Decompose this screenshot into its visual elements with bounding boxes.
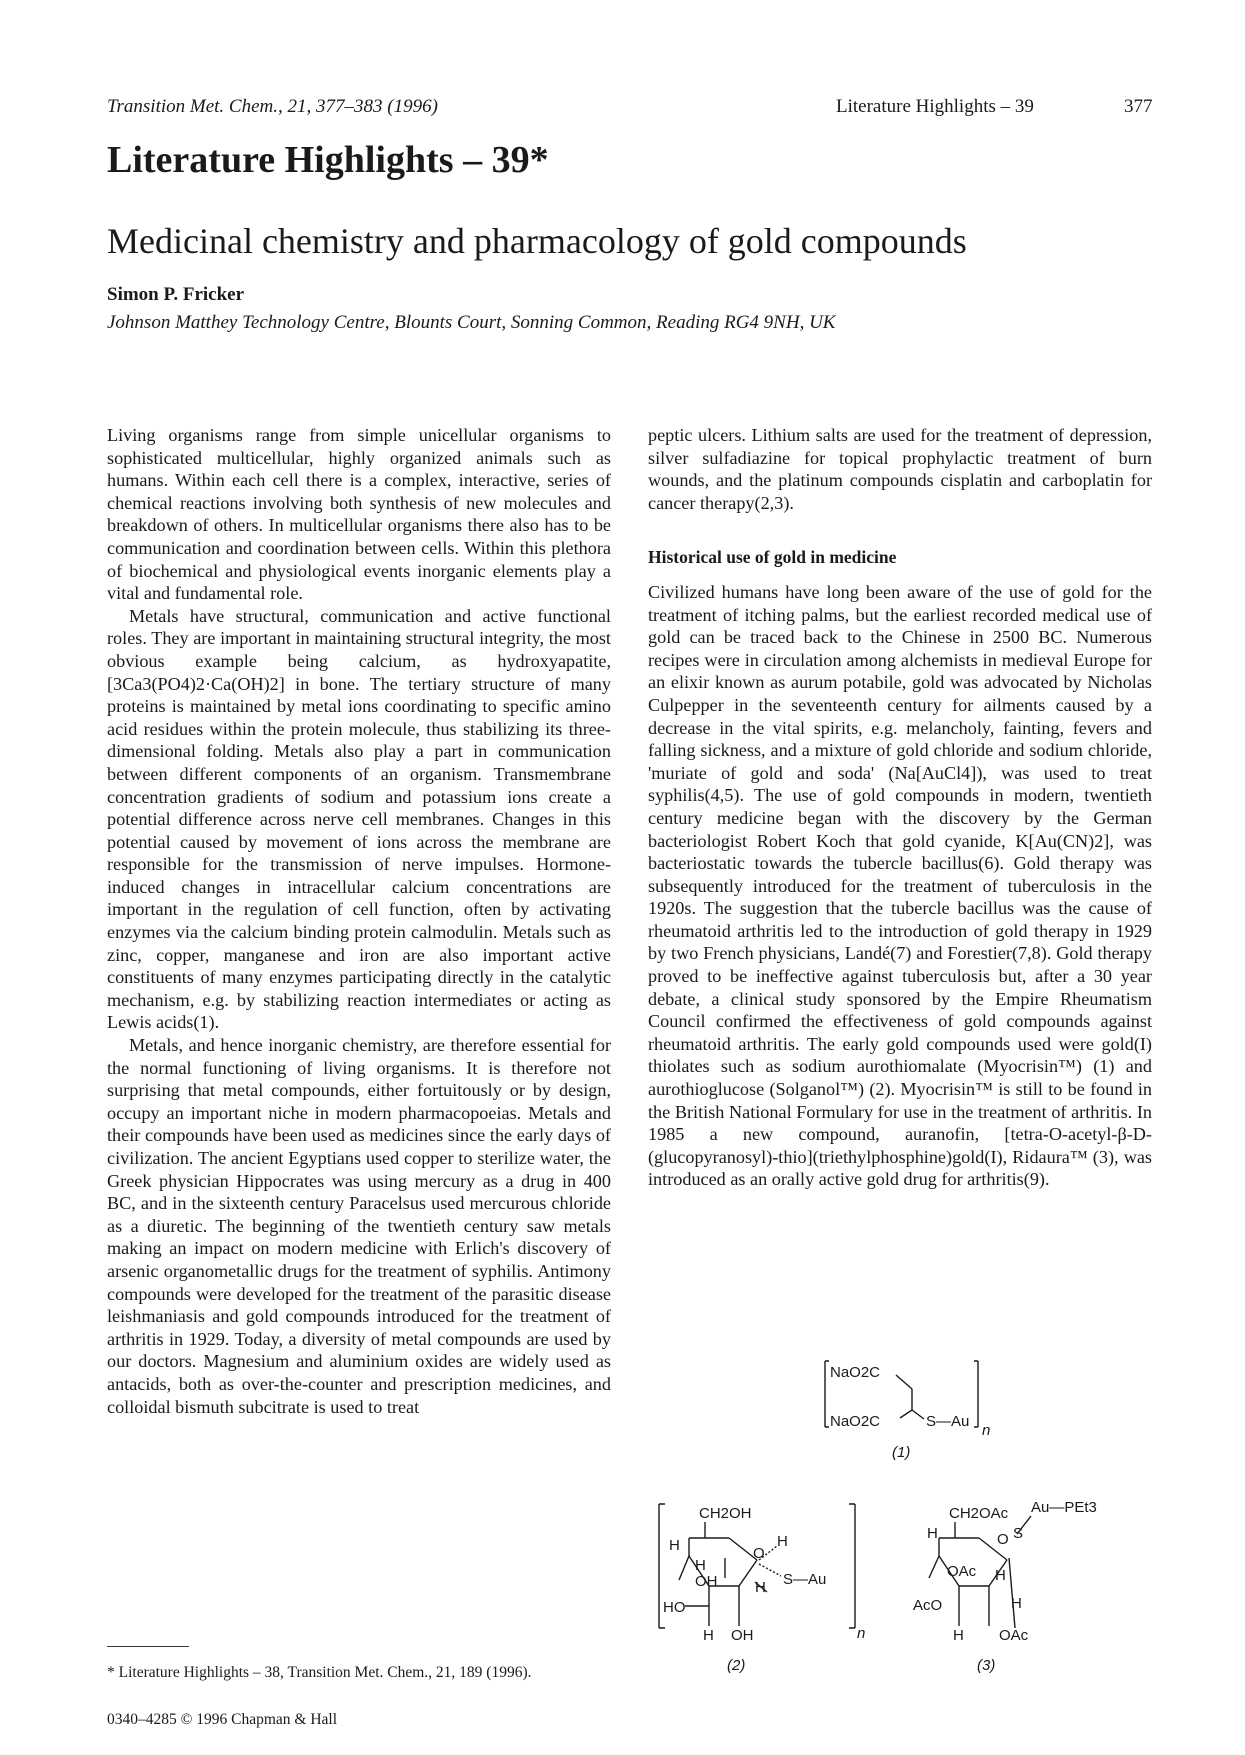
paragraph: Living organisms range from simple unicellular organisms to sophisticated multicellular, highly organized animals such as humans. Within each cell there is a complex, interactive, series of chemical reactions involving both synthesis of new molecules and breakdown of others. In multicellular organisms there also has to be communication and coordination between cells. Within this plethora of biochemical and physiological events inorganic elements play a vital and fundamental role. [107,425,611,604]
chem-h: H [695,1557,706,1574]
chem-repeat-n: n [982,1422,991,1439]
chem-h: H [703,1627,714,1644]
running-title: Literature Highlights – 39 [836,96,1034,117]
page-number: 377 [1124,96,1153,117]
chem-sulfur-gold: S—Au [783,1571,827,1588]
chem-ring-oxygen: O [997,1531,1009,1548]
structure-label: (1) [892,1444,911,1461]
chem-repeat-n: n [857,1625,866,1642]
chem-h: H [953,1627,964,1644]
footnote: * Literature Highlights – 38, Transition Met. Chem., 21, 189 (1996). [107,1664,532,1681]
structure-label: (3) [977,1657,996,1674]
chem-h: H [927,1525,938,1542]
chem-au-pet3: Au—PEt3 [1031,1499,1097,1516]
chem-ch2oac: CH2OAc [949,1505,1009,1522]
chem-ch2oh: CH2OH [699,1505,752,1522]
left-column [107,424,611,1418]
copyright-line: 0340–4285 © 1996 Chapman & Hall [107,1711,338,1728]
structure-3-auranofin [905,1498,1145,1698]
affiliation: Johnson Matthey Technology Centre, Blounts Court, Sonning Common, Reading RG4 9NH, UK [107,312,836,333]
chem-oac: OAc [947,1563,977,1580]
chem-h: H [1011,1595,1022,1612]
paragraph: Metals have structural, communication and active functional roles. They are important in maintaining structural integrity, the most obvious example being calcium, as hydroxyapatite, [3Ca3(PO4)2·Ca(OH)2] in bone. The tertiary structure of many proteins is maintained by metal ions coordinating to specific amino acid residues within the protein molecule, thus stabilizing its three-dimensional folding. Metals also play a part in communication between different components of an organism. Transmembrane concentration gradients of sodium and potassium ions create a potential difference across nerve cell membranes. Changes in this potential caused by movement of ions across the membrane are responsible for the transmission of nerve impulses. Hormone-induced changes in intracellular calcium concentrations are important in the regulation of cell function, often by activating enzymes via the calcium binding protein calmodulin. Metals such as zinc, copper, manganese and iron are also important active constituents of many enzymes participating directly in the catalytic mechanism, e.g. by stabilizing reaction intermediates or acting as Lewis acids(1). [107,605,611,1033]
chem-group-top: NaO2C [830,1364,881,1381]
paragraph: peptic ulcers. Lithium salts are used for the treatment of depression, silver sulfadiazine for topical prophylactic treatment of burn wounds, and the platinum compounds cisplatin and carboplatin for cancer therapy(2,3). [648,425,1152,513]
section-heading: Historical use of gold in medicine [648,547,897,568]
paragraph: Metals, and hence inorganic chemistry, are therefore essential for the normal functioning of living organisms. It is therefore not surprising that metal compounds, either fortuitously or by design, occupy an important niche in modern pharmacopoeias. Metals and their compounds have been used as medicines since the early days of civilization. The ancient Egyptians used copper to sterilize water, the Greek physician Hippocrates was using mercury as a drug in 400 BC, and in the sixteenth century Paracelsus used mercurous chloride as a diuretic. The beginning of the twentieth century saw metals making an impact on modern medicine with Erlich's discovery of arsenic organometallic drugs for the treatment of syphilis. Antimony compounds were developed for the treatment of the parasitic disease leishmaniasis and gold compounds introduced for the treatment of arthritis in 1929. Today, a diversity of metal compounds are used by our doctors. Magnesium and aluminium oxides are widely used as antacids, both as over-the-counter and prescription medicines, and colloidal bismuth subcitrate is used to treat [107,1035,611,1417]
chem-h: H [669,1537,680,1554]
right-column [648,424,1152,1191]
chem-sulfur-gold: S—Au [926,1413,970,1430]
structure-label: (2) [727,1657,746,1674]
chem-oh: OH [731,1627,754,1644]
chem-aco: AcO [913,1597,943,1614]
chem-ring-oxygen: O [753,1545,765,1562]
chem-h: H [995,1567,1006,1584]
structure-1-aurothiomalate [820,1355,1010,1480]
journal-citation: Transition Met. Chem., 21, 377–383 (1996) [107,96,438,117]
chem-group-bottom: NaO2C [830,1413,881,1430]
article-series-title: Literature Highlights – 39* [107,139,549,181]
chem-sulfur: S [1013,1525,1024,1542]
chem-ho: HO [663,1599,686,1616]
structure-2-aurothioglucose [655,1498,875,1698]
article-title: Medicinal chemistry and pharmacology of gold compounds [107,221,967,261]
footnote-divider [107,1646,189,1647]
chem-oh: OH [695,1573,718,1590]
paragraph: Civilized humans have long been aware of the use of gold for the treatment of itching palms, but the earliest recorded medical use of gold can be traced back to the Chinese in 2500 BC. Numerous recipes were in circulation among alchemists in medieval Europe for an elixir known as aurum potabile, gold was advocated by Nicholas Culpepper in the seventeenth century for ailments caused by a decrease in the vital spirits, e.g. melancholy, fainting, fevers and falling sickness, and a mixture of gold chloride and sodium chloride, 'muriate of gold and soda' (Na[AuCl4]), was used to treat syphilis(4,5). The use of gold compounds in modern, twentieth century medicine began with the discovery by the German bacteriologist Robert Koch that gold cyanide, K[Au(CN)2], was bacteriostatic towards the tubercle bacillus(6). Gold therapy was subsequently introduced for the treatment of tuberculosis in the 1920s. The suggestion that the tubercle bacillus was the cause of rheumatoid arthritis led to the introduction of gold therapy in 1929 by two French physicians, Landé(7) and Forestier(7,8). Gold therapy proved to be ineffective against tuberculosis but, after a 30 year debate, a clinical study sponsored by the Empire Rheumatism Council confirmed the effectiveness of gold compounds against rheumatoid arthritis. The early gold compounds used were gold(I) thiolates such as sodium aurothiomalate (Myocrisin™) (1) and aurothioglucose (Solganol™) (2). Myocrisin™ is still to be found in the British National Formulary for use in the treatment of arthritis. In 1985 a new compound, auranofin, [tetra-O-acetyl-β-D-(glucopyranosyl)-thio](triethylphosphine)gold(I), Ridaura™ (3), was introduced as an orally active gold drug for arthritis(9). [648,581,1152,1190]
chem-h: H [777,1533,788,1550]
author: Simon P. Fricker [107,284,245,305]
chem-h: H [755,1579,766,1596]
chem-oac: OAc [999,1627,1029,1644]
